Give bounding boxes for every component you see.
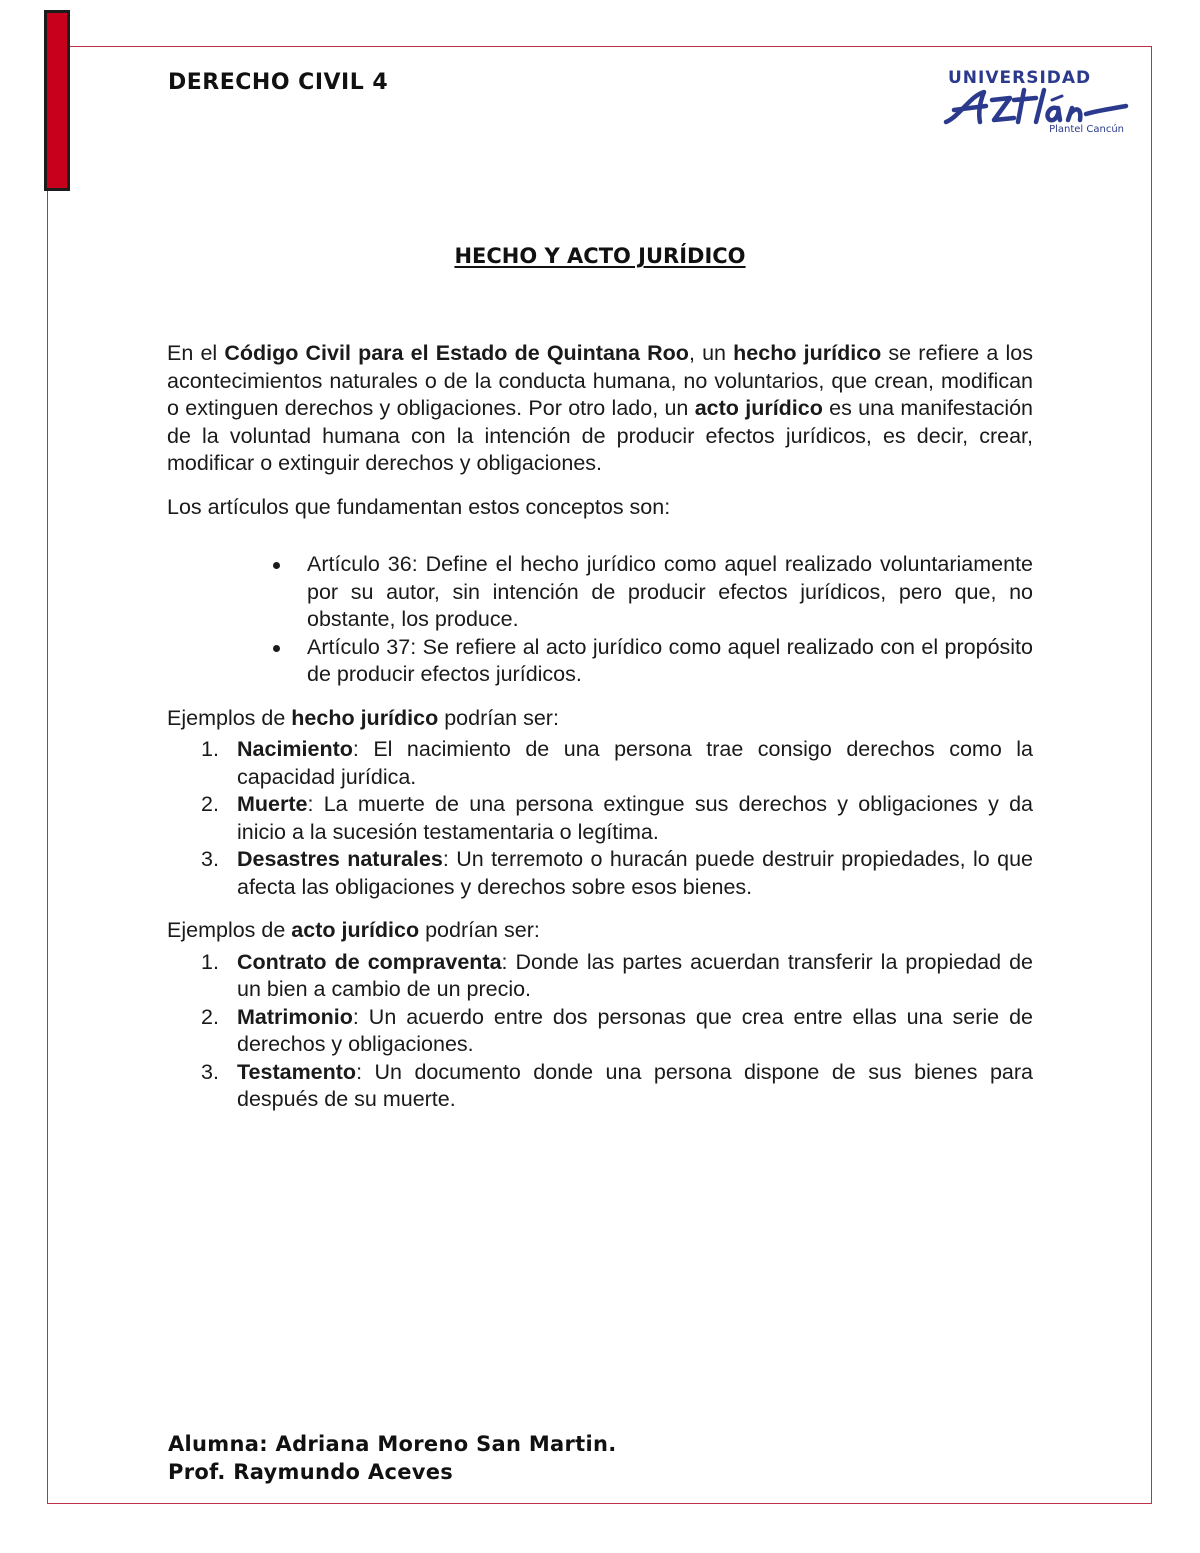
intro-bold-acto: acto jurídico — [694, 396, 823, 420]
item-number: 2. — [201, 792, 219, 816]
acto-examples-list — [167, 949, 1033, 1114]
item-number: 3. — [201, 847, 219, 871]
item-number: 1. — [201, 737, 219, 761]
intro-paragraph — [167, 340, 1033, 478]
hecho-examples-lead — [167, 705, 1033, 733]
articles-lead: Los artículos que fundamentan estos conceptos son: — [167, 494, 671, 519]
item-term: Matrimonio — [237, 1004, 353, 1029]
item-text: : Donde las partes acuerdan transferir la propiedad de un bien a cambio de un precio. — [237, 949, 1033, 1001]
hecho-lead-pre: Ejemplos de — [167, 705, 292, 730]
item-term: Desastres naturales — [237, 847, 443, 871]
intro-text-4: es una manifestación de la voluntad humana con la intención de producir efectos jurídicos, es decir, crear, modificar o extinguir derechos y obligaciones. — [167, 396, 1034, 475]
list-item — [201, 1059, 1033, 1114]
item-text: : Un acuerdo entre dos personas que crea entre ellas una serie de derechos y obligaciones. — [237, 1004, 1033, 1056]
item-term: Muerte — [237, 792, 308, 816]
acto-lead-post: podrían ser: — [419, 918, 540, 942]
list-item — [201, 791, 1033, 846]
document-title — [0, 244, 1200, 268]
acto-lead-bold: acto jurídico — [291, 918, 420, 942]
articles-list — [167, 551, 1033, 689]
student-name: Alumna: Adriana Moreno San Martin. — [168, 1432, 617, 1456]
item-number: 3. — [201, 1059, 219, 1084]
intro-bold-code: Código Civil para el Estado de Quintana Roo — [224, 341, 689, 365]
item-text: : La muerte de una persona extingue sus derechos y obligaciones y da inicio a la sucesión testamentaria o legítima. — [237, 792, 1033, 844]
list-item — [201, 1004, 1033, 1059]
item-term: Contrato de compraventa — [237, 949, 502, 974]
logo-campus-text: Plantel Cancún — [1049, 124, 1124, 135]
intro-text-2: , un — [688, 341, 734, 365]
item-number: 2. — [201, 1004, 219, 1029]
acto-examples-lead — [167, 917, 1033, 945]
acto-lead-pre: Ejemplos de — [167, 918, 292, 942]
item-text: : Un documento donde una persona dispone de sus bienes para después de su muerte. — [237, 1059, 1033, 1111]
list-item — [201, 949, 1033, 1004]
professor-name: Prof. Raymundo Aceves — [168, 1460, 454, 1484]
hecho-lead-post: podrían ser: — [438, 705, 559, 730]
item-term: Nacimiento — [237, 737, 353, 761]
logo-university-text: UNIVERSIDAD — [948, 68, 1092, 88]
document-title-text: HECHO Y ACTO JURÍDICO — [454, 244, 746, 268]
item-term: Testamento — [237, 1059, 357, 1084]
item-number: 1. — [201, 949, 219, 974]
list-item: Artículo 36: Define el hecho jurídico como aquel realizado voluntariamente por su autor, sin intención de producir efectos jurídicos, pero que, no obstante, los produce. — [307, 551, 1033, 634]
list-item: Artículo 37: Se refiere al acto jurídico como aquel realizado con el propósito de producir efectos jurídicos. — [307, 634, 1033, 689]
hecho-lead-bold: hecho jurídico — [291, 705, 439, 730]
list-item — [201, 846, 1033, 901]
intro-bold-hecho: hecho jurídico — [733, 341, 882, 365]
intro-text-3: se refiere a los acontecimientos naturales o de la conducta humana, no voluntarios, que crean, modifican o extinguen derechos y obligaciones. Por otro lado, un — [167, 341, 1033, 420]
list-item — [201, 736, 1033, 791]
footer-signature — [168, 1430, 617, 1486]
accent-bar — [44, 10, 70, 191]
university-logo — [940, 64, 1132, 144]
item-text: : El nacimiento de una persona trae consigo derechos como la capacidad jurídica. — [237, 737, 1033, 789]
course-title: DERECHO CIVIL 4 — [168, 70, 389, 95]
document-body — [167, 340, 1033, 1130]
intro-text-1: En el — [167, 341, 225, 365]
item-text: : Un terremoto o huracán puede destruir propiedades, lo que afecta las obligaciones y derechos sobre esos bienes. — [237, 847, 1033, 899]
hecho-examples-list — [167, 736, 1033, 901]
